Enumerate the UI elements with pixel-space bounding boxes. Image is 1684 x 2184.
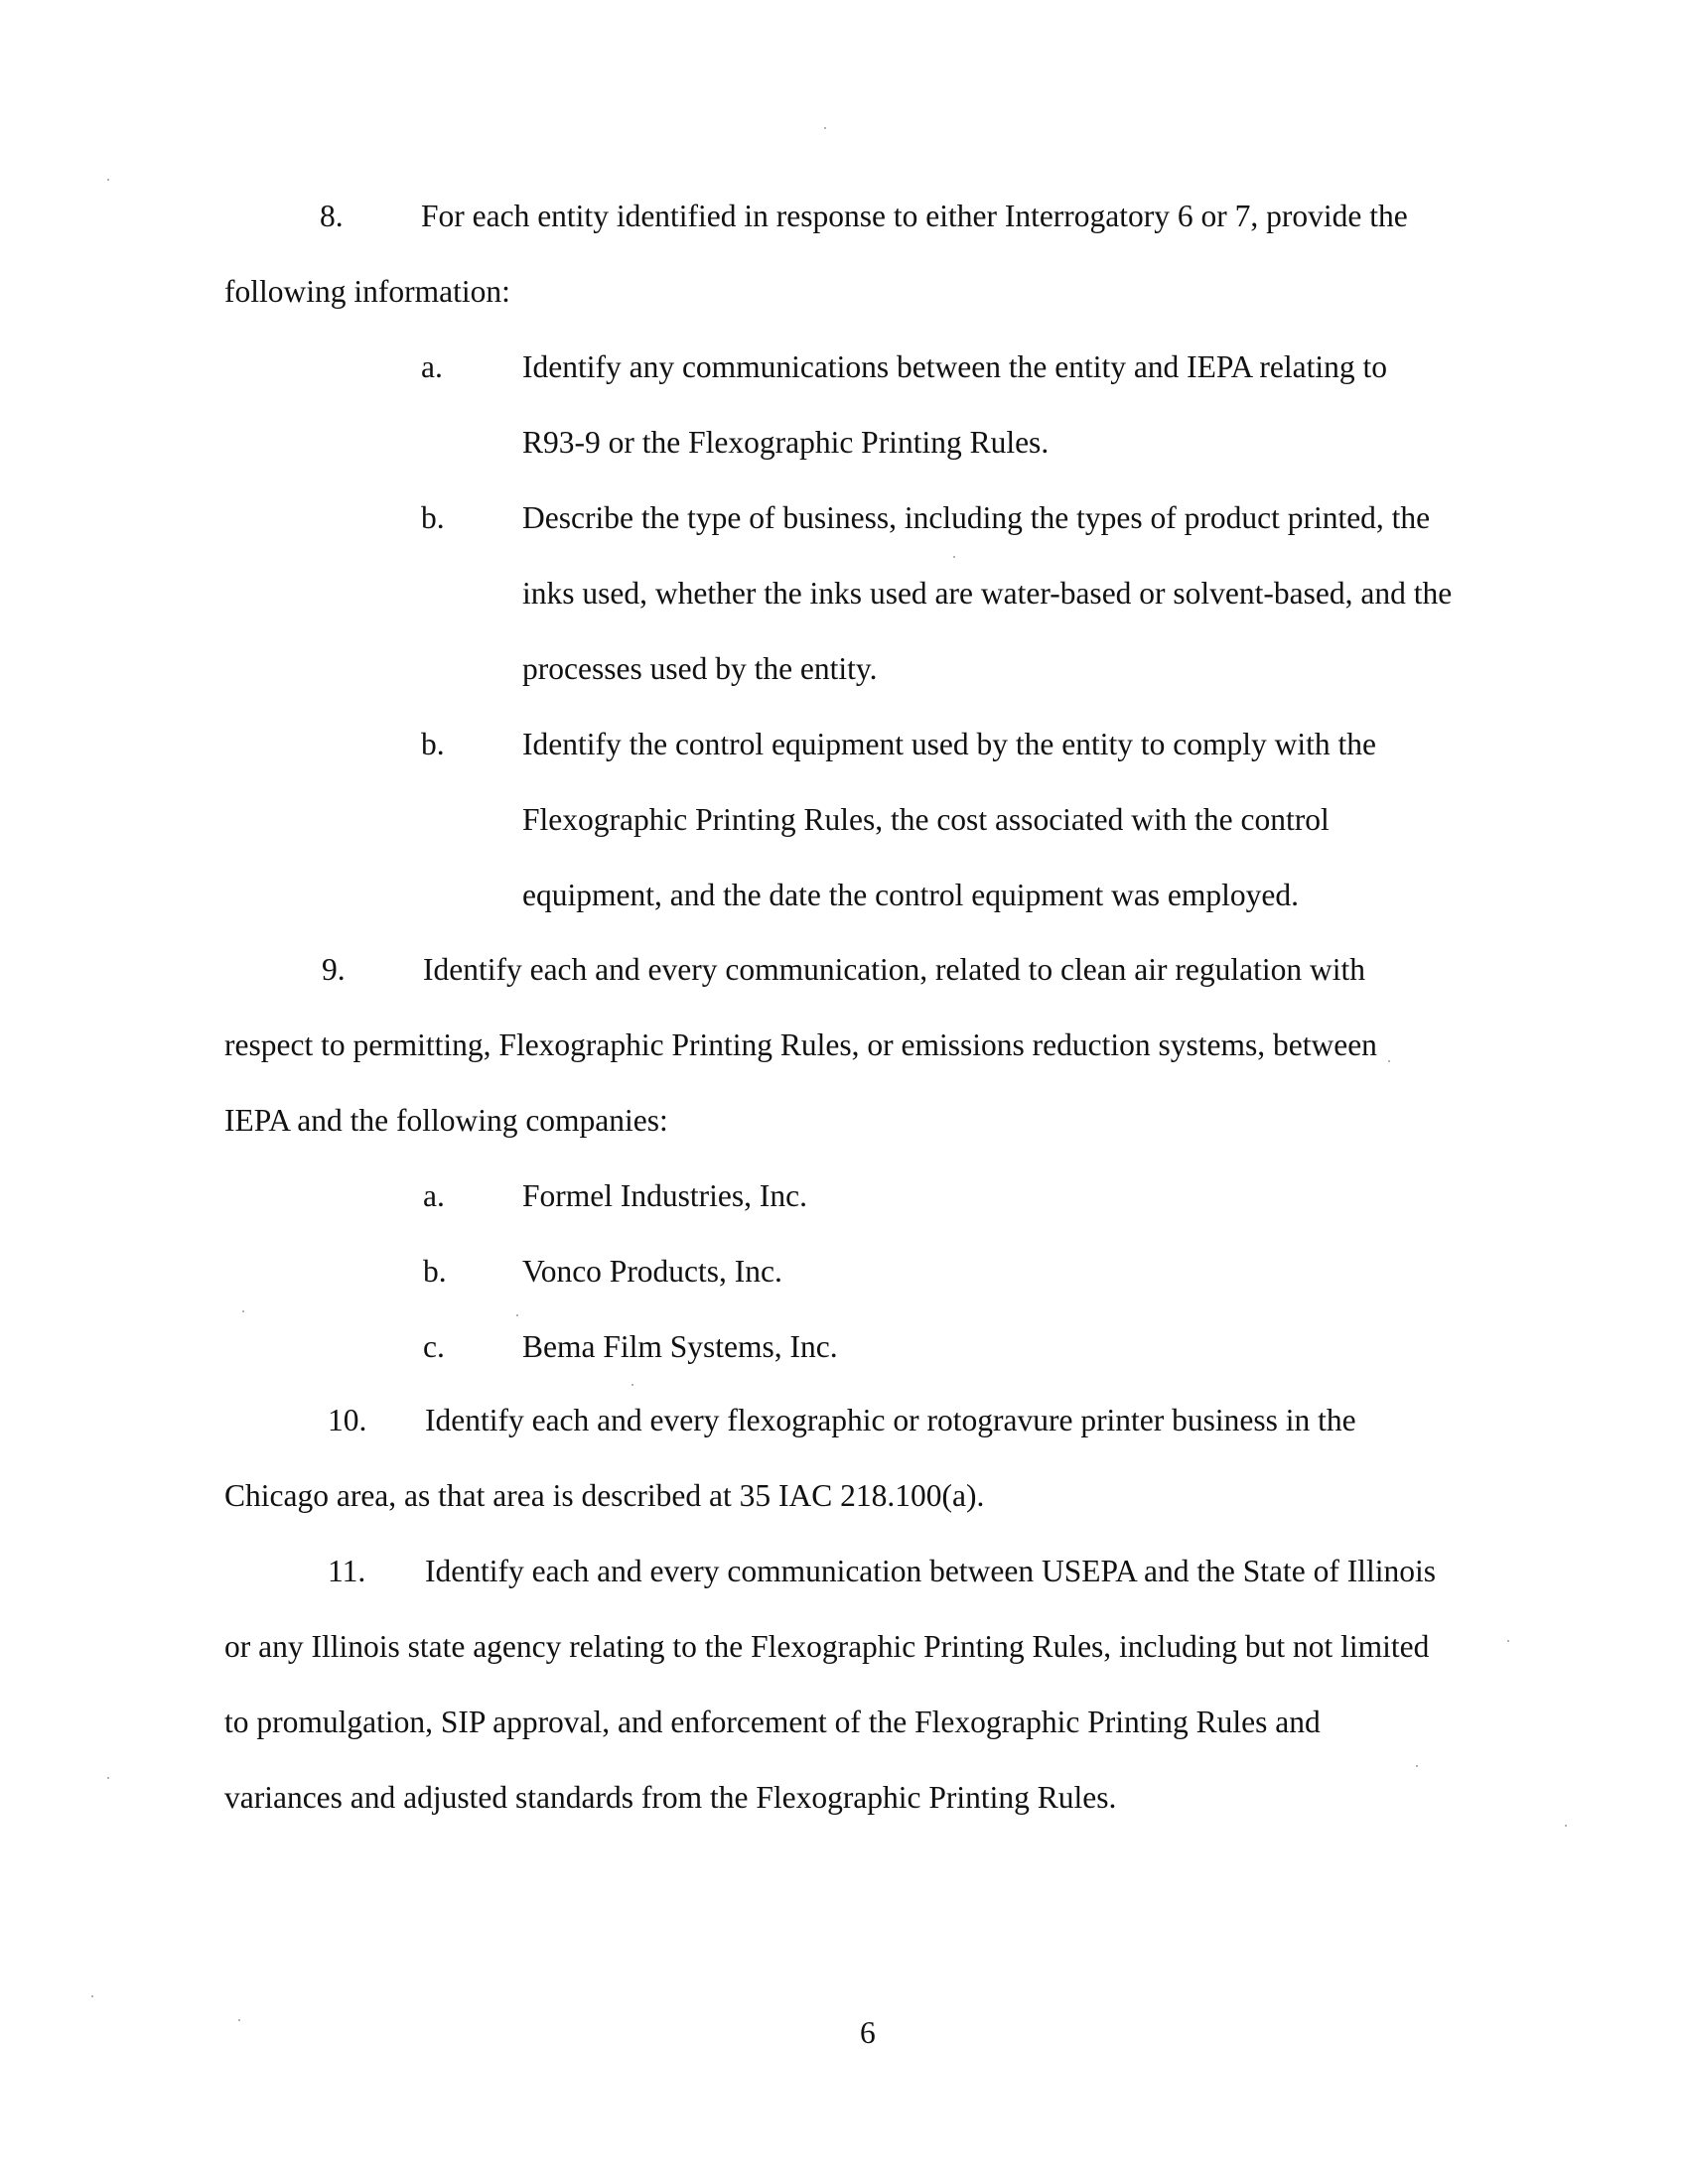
subitem-line: processes used by the entity.	[522, 651, 878, 686]
scan-speck	[91, 1995, 93, 1997]
paragraph-line: Chicago area, as that area is described at 35 IAC 218.100(a).	[224, 1478, 985, 1513]
item-number: 8.	[320, 199, 344, 233]
item-number: 11.	[328, 1554, 366, 1588]
company-name: Formel Industries, Inc.	[522, 1178, 807, 1213]
subitem-line: R93-9 or the Flexographic Printing Rules.	[522, 425, 1050, 460]
subitem-letter: c.	[423, 1329, 445, 1364]
subitem-line: Identify the control equipment used by the entity to comply with the	[522, 727, 1376, 761]
paragraph-line: or any Illinois state agency relating to the Flexographic Printing Rules, including but not limited	[224, 1629, 1430, 1664]
subitem-line: inks used, whether the inks used are water-based or solvent-based, and the	[522, 576, 1453, 611]
paragraph-line: to promulgation, SIP approval, and enforcement of the Flexographic Printing Rules and	[224, 1705, 1321, 1739]
scan-speck	[824, 127, 826, 129]
subitem-letter: a.	[421, 349, 443, 384]
paragraph-line: Identify each and every flexographic or rotogravure printer business in the	[425, 1403, 1356, 1437]
subitem-letter: b.	[421, 500, 445, 535]
item-number: 10.	[328, 1403, 367, 1437]
subitem-line: equipment, and the date the control equipment was employed.	[522, 878, 1300, 912]
scan-speck	[953, 556, 955, 558]
company-name: Bema Film Systems, Inc.	[522, 1329, 838, 1364]
subitem-letter: a.	[423, 1178, 445, 1213]
paragraph-line: following information:	[224, 274, 510, 309]
company-name: Vonco Products, Inc.	[522, 1254, 782, 1289]
scan-speck	[1565, 1825, 1567, 1827]
page-number: 6	[860, 2015, 876, 2050]
scan-speck	[107, 1777, 109, 1779]
subitem-letter: b.	[423, 1254, 447, 1289]
subitem-line: Describe the type of business, including the types of product printed, the	[522, 500, 1431, 535]
paragraph-line: For each entity identified in response to either Interrogatory 6 or 7, provide the	[421, 199, 1408, 233]
paragraph-line: Identify each and every communication between USEPA and the State of Illinois	[425, 1554, 1436, 1588]
scan-speck	[1416, 1765, 1418, 1767]
subitem-line: Identify any communications between the entity and IEPA relating to	[522, 349, 1388, 384]
paragraph-line: respect to permitting, Flexographic Printing Rules, or emissions reduction systems, between	[224, 1027, 1377, 1062]
subitem-letter: b.	[421, 727, 445, 761]
scan-speck	[1388, 1060, 1390, 1062]
scan-speck	[632, 1384, 633, 1386]
scan-speck	[238, 2019, 240, 2021]
paragraph-line: variances and adjusted standards from the Flexographic Printing Rules.	[224, 1780, 1117, 1815]
scan-speck	[107, 179, 109, 181]
paragraph-line: Identify each and every communication, related to clean air regulation with	[423, 952, 1365, 987]
scan-speck	[242, 1310, 244, 1312]
subitem-line: Flexographic Printing Rules, the cost associated with the control	[522, 802, 1330, 837]
scan-speck	[516, 1314, 518, 1316]
paragraph-line: IEPA and the following companies:	[224, 1103, 668, 1138]
item-number: 9.	[322, 952, 346, 987]
scan-speck	[1507, 1640, 1509, 1642]
